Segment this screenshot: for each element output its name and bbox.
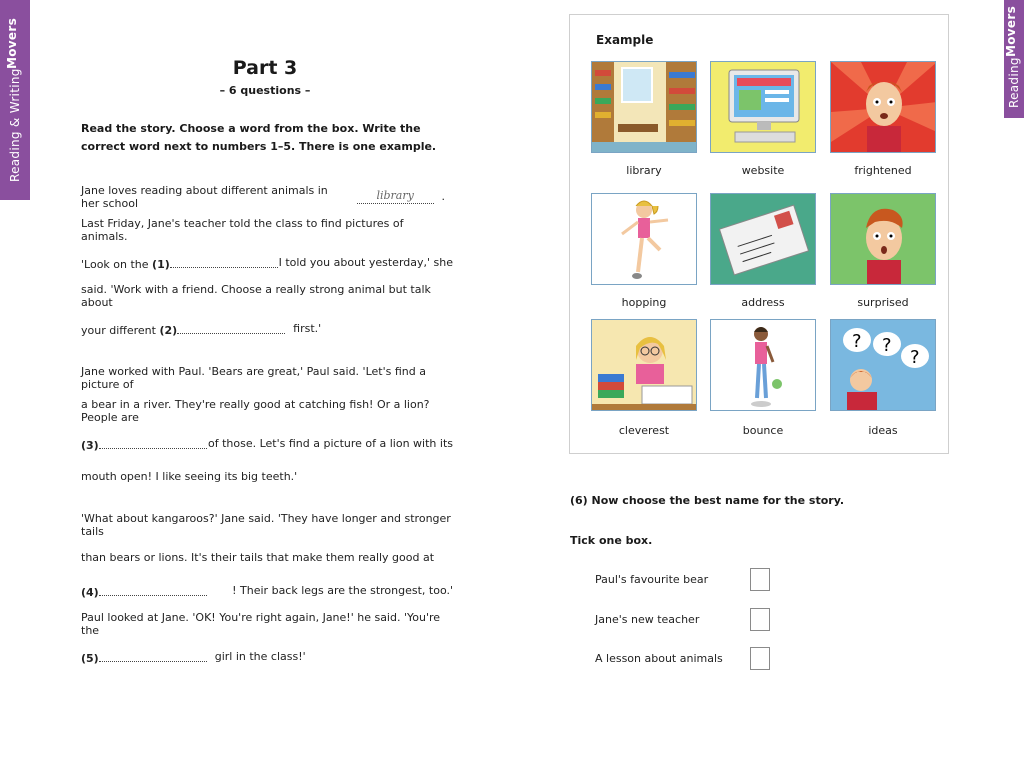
story-text: Last Friday, Jane's teacher told the class to find pictures of animals. [81,216,404,243]
story-text: said. 'Work with a friend. Choose a really strong animal but talk about [81,282,431,309]
story-paragraph-1 [81,180,453,345]
story-text: first.' [293,322,322,335]
library-picture [591,61,697,153]
answer-gap-2[interactable] [177,321,285,334]
story-text: than bears or lions. It's their tails that make them really good at [81,551,435,564]
story-paragraph-2 [81,361,453,493]
story-line [81,246,453,279]
word-label: hopping [621,296,667,309]
story-text: I told you about yesterday,' she [278,256,453,269]
story-text: a bear in a river. They're really good at catching fish! Or a lion? People are [81,397,430,424]
option-checkbox[interactable] [750,608,770,631]
option-label: Jane's new teacher [595,613,700,626]
story-text: 'Look on the [81,257,149,271]
hopping-picture [591,193,697,285]
word-label: cleverest [618,424,670,437]
story-text: girl in the class!' [214,650,306,663]
story-line [81,312,453,345]
tab-left-rest: Reading & Writing [8,68,22,183]
svg-text:?: ? [882,335,892,356]
section-tab-right [1004,0,1024,118]
question-6-prompt: (6) Now choose the best name for the story. [570,494,845,507]
answer-gap-5[interactable] [99,649,207,662]
option-checkbox[interactable] [750,568,770,591]
gap-number-5: (5) [81,651,99,665]
story-line [81,180,453,213]
story-text: . [441,190,445,203]
story-text: mouth open! I like seeing its big teeth.' [81,470,298,483]
ideas-picture [830,319,936,411]
story-line [81,427,453,460]
word-label: frightened [854,164,912,177]
story-line [81,361,453,394]
word-label: surprised [857,296,909,309]
story-line [81,574,453,607]
word-label: library [626,164,662,177]
story-text: Jane worked with Paul. 'Bears are great,' Paul said. 'Let's find a picture of [81,364,426,391]
tab-left-bold: Movers [5,17,19,69]
option-checkbox[interactable] [750,647,770,670]
answer-gap-4[interactable] [99,583,207,596]
story-text: of those. Let's find a picture of a lion with its [208,437,453,450]
word-label: ideas [868,424,898,437]
story-line [81,279,453,312]
option-label: Paul's favourite bear [595,573,709,586]
svg-text:?: ? [910,347,920,368]
gap-number-4: (4) [81,585,99,599]
gap-number-2: (2) [159,323,178,337]
cleverest-picture [591,319,697,411]
story-text: ! Their back legs are the strongest, too.' [232,584,453,597]
story-line [81,394,453,427]
story-paragraph-3 [81,508,453,673]
page-title: Part 3 [232,57,298,79]
story-line [81,541,453,574]
instructions: Read the story. Choose a word from the box. Write the correct word next to numbers 1–5. There is one example. [81,122,437,153]
story-line [81,213,453,246]
story-line [81,640,453,673]
answer-gap-3[interactable] [99,436,207,449]
story-line [81,460,453,493]
story-text: 'What about kangaroos?' Jane said. 'They have longer and stronger tails [81,511,451,538]
tick-instruction: Tick one box. [570,534,653,547]
answer-gap-1[interactable] [170,255,278,268]
story-line [81,607,453,640]
gap-number-1: (1) [152,257,170,271]
word-label: address [741,296,785,309]
example-answer: library [357,190,434,204]
tab-right-bold: Movers [1004,6,1018,58]
bounce-picture [710,319,816,411]
story-text: Paul looked at Jane. 'OK! You're right again, Jane!' he said. 'You're the [81,610,441,637]
svg-text:?: ? [852,331,862,352]
gap-number-3: (3) [81,438,99,452]
address-picture [710,193,816,285]
story-text: Jane loves reading about different animals in her school [81,183,328,210]
tab-right-rest: Reading [1007,57,1021,108]
word-label: bounce [742,424,784,437]
section-tab-left [0,0,30,200]
story-text: your different [81,323,156,337]
website-picture [710,61,816,153]
page-subtitle: – 6 questions – [219,84,311,97]
word-label: website [741,164,785,177]
example-label: Example [596,33,654,47]
frightened-picture [830,61,936,153]
option-label: A lesson about animals [595,652,723,665]
surprised-picture [830,193,936,285]
story-line [81,508,453,541]
example-word-box [569,14,949,454]
